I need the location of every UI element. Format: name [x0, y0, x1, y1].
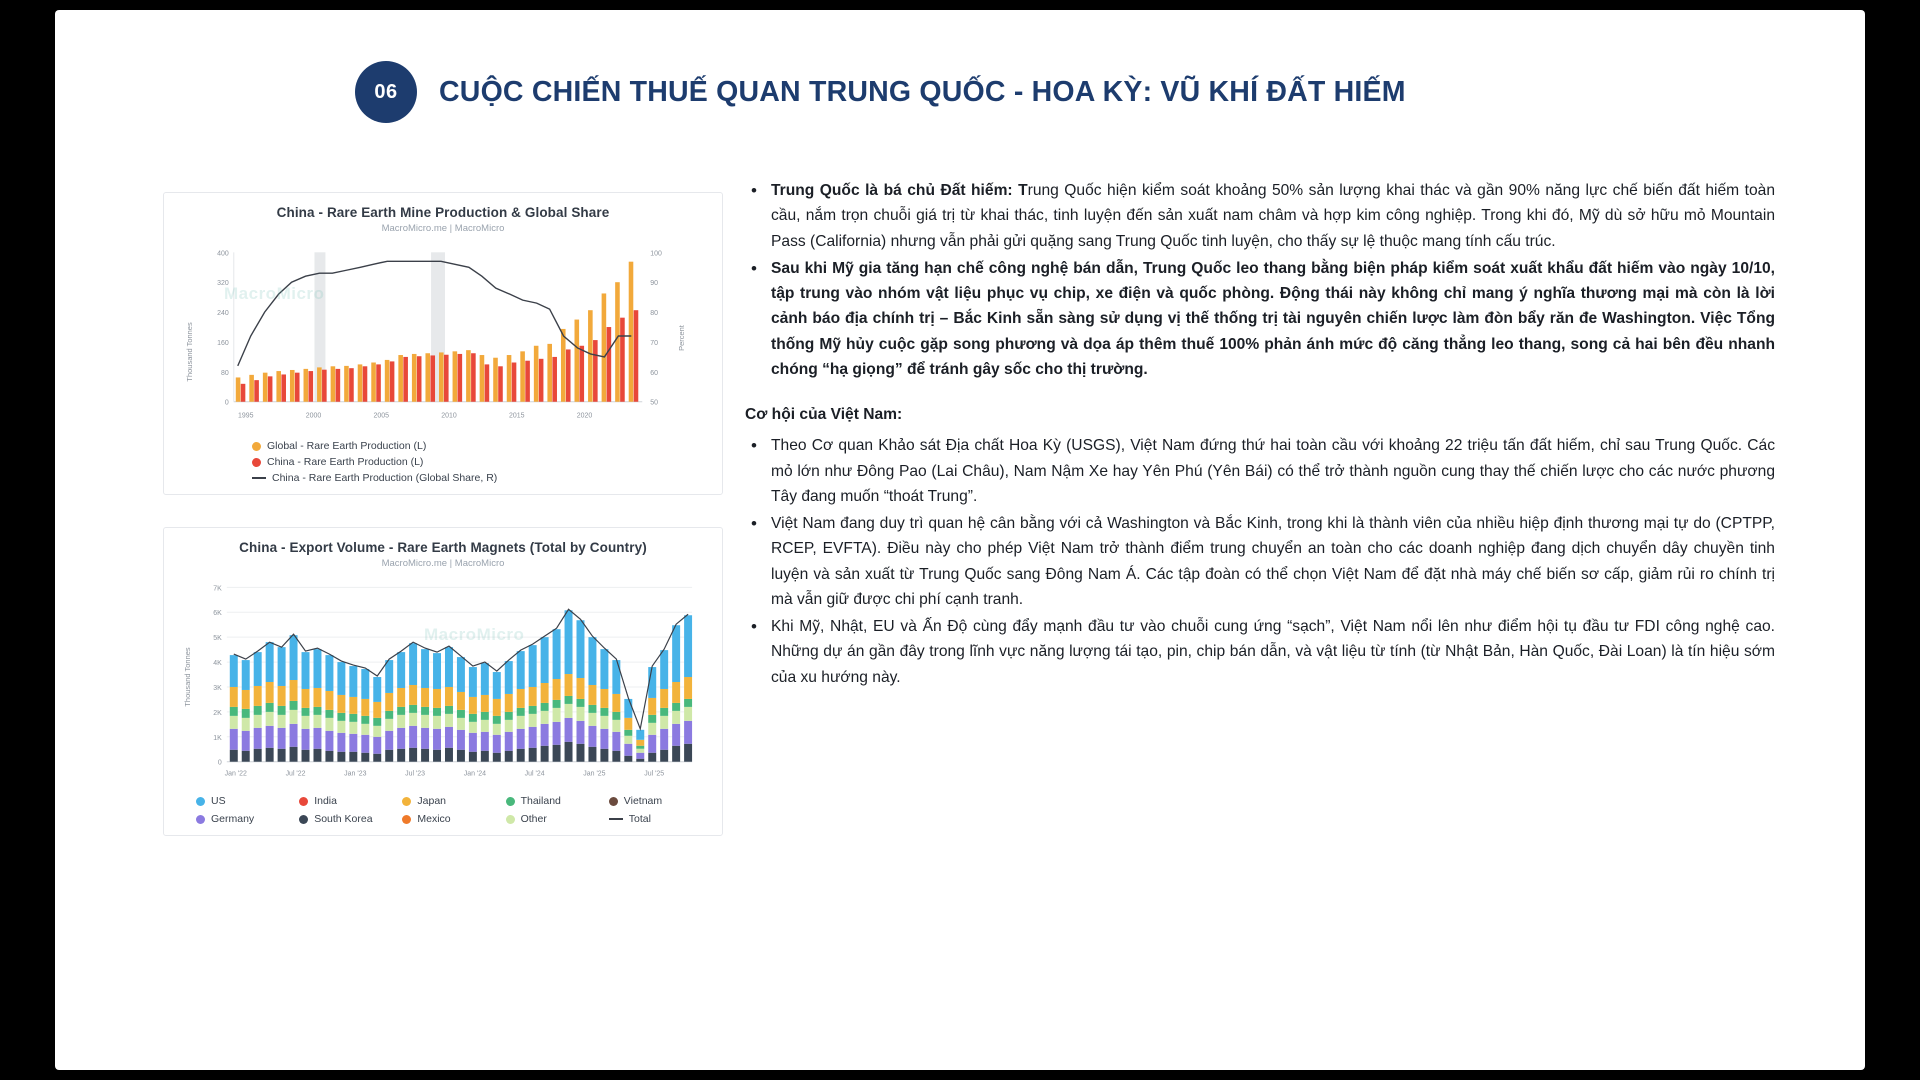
legend-label: South Korea [314, 813, 373, 825]
svg-text:Jan '22: Jan '22 [224, 770, 247, 778]
list-item [745, 256, 1775, 382]
legend-item [506, 813, 609, 825]
legend-swatch-india [299, 797, 308, 806]
bullet4-text: Việt Nam đang duy trì quan hệ cân bằng với cả Washington và Bắc Kinh, trong khi là thành viên của nhiều hiệp định thương mại tự do (CPTPP, RCEP, EVFTA). Điều này cho phép Việt Nam trở thành điểm trung chuyển an toàn cho các doanh nghiệp đang dịch chuyển dây chuyền tinh luyện và sản xuất từ Trung Quốc sang Đông Nam Á. Các tập đoàn có thể chọn Việt Nam để đặt nhà máy chế biến sơ cấp, giảm rủi ro chính trị mà vẫn giữ được chi phí cạnh tranh. [771, 515, 1775, 608]
chart2-watermark: MacroMicro [424, 625, 525, 644]
legend-swatch-other [506, 815, 515, 824]
legend-swatch-total-line [609, 818, 623, 820]
legend-item [299, 795, 402, 807]
legend-item [402, 813, 505, 825]
svg-text:100: 100 [650, 250, 662, 258]
svg-text:240: 240 [217, 310, 229, 318]
list-item [745, 511, 1775, 612]
list-item [745, 433, 1775, 509]
svg-text:Jan '23: Jan '23 [344, 770, 367, 778]
legend-swatch-china [252, 458, 261, 467]
legend-label: Vietnam [623, 795, 663, 807]
svg-text:70: 70 [650, 339, 658, 347]
legend-label: Thailand [520, 795, 561, 807]
chart2-subtitle: MacroMicro.me | MacroMicro [381, 558, 505, 569]
legend-label: Germany [211, 813, 255, 825]
legend-item [252, 456, 712, 468]
bullet1-rest: rung Quốc hiện kiểm soát khoảng 50% sản lượng khai thác và gần 90% năng lực chế biến đất hiếm toàn cầu, nắm trọn chuỗi giá trị từ khai thác, tinh luyện đến sản xuất nam châm và hợp kim công nghiệp. Trong khi đó, Mỹ dù sở hữu mỏ Mountain Pass (California) nhưng vẫn phải gửi quặng sang Trung Quốc tinh luyện, cho thấy sự lệ thuộc mang tính cấu trúc. [771, 182, 1775, 250]
chart1-title: China - Rare Earth Mine Production & Global Share [276, 205, 610, 220]
chart1-watermark: MacroMicro [224, 284, 325, 303]
svg-text:Jan '25: Jan '25 [583, 770, 606, 778]
page-title: CUỘC CHIẾN THUẾ QUAN TRUNG QUỐC - HOA KỲ: VŨ KHÍ ĐẤT HIẾM [439, 75, 1406, 108]
list-item [745, 614, 1775, 690]
legend-label: Mexico [417, 813, 451, 825]
legend-swatch-thailand [506, 797, 515, 806]
slide-header [55, 52, 1865, 132]
svg-text:60: 60 [650, 369, 658, 377]
bullet3-text: Theo Cơ quan Khảo sát Địa chất Hoa Kỳ (USGS), Việt Nam đứng thứ hai toàn cầu với khoảng 22 triệu tấn đất hiếm, chỉ sau Trung Quốc. Các mỏ lớn như Đông Pao (Lai Châu), Nam Nậm Xe hay Yên Phú (Yên Bái) có thể trở thành nguồn cung thay thế chiến lược cho các nước phương Tây đang muốn “thoát Trung”. [771, 437, 1775, 505]
bullet1-lead: Trung Quốc là bá chủ Đất hiếm: T [771, 182, 1028, 199]
legend-label: China - Rare Earth Production (Global Share, R) [272, 472, 498, 484]
slide-canvas [55, 10, 1865, 1070]
legend-swatch-south-korea [299, 815, 308, 824]
svg-text:Jul '23: Jul '23 [405, 770, 426, 778]
svg-text:80: 80 [650, 310, 658, 318]
svg-text:160: 160 [217, 339, 229, 347]
chart1-legend [174, 440, 712, 484]
svg-text:Jul '22: Jul '22 [285, 770, 306, 778]
svg-text:2000: 2000 [305, 412, 322, 420]
chart-mine-production [163, 192, 723, 495]
svg-text:5K: 5K [213, 635, 222, 643]
legend-swatch-japan [402, 797, 411, 806]
svg-text:90: 90 [650, 280, 658, 288]
chart2-plot-area [174, 577, 712, 787]
svg-text:Thousand Tonnes: Thousand Tonnes [182, 647, 192, 707]
chart2-title: China - Export Volume - Rare Earth Magnets (Total by Country) [239, 540, 647, 555]
legend-swatch-us [196, 797, 205, 806]
bullet2-text: Sau khi Mỹ gia tăng hạn chế công nghệ bán dẫn, Trung Quốc leo thang bằng biện pháp kiểm soát xuất khẩu đất hiếm vào ngày 10/10, tập trung vào nhóm vật liệu phục vụ chip, xe điện và quốc phòng. Động thái này không chỉ mang ý nghĩa thương mại mà còn là lời cảnh báo địa chính trị – Bắc Kinh sẵn sàng sử dụng vị thế thống trị tài nguyên chiến lược làm đòn bẩy răn đe Washington. Việc Tổng thống Mỹ hủy cuộc gặp song phương và dọa áp thêm thuế 100% phản ánh mức độ căng thẳng leo thang, song cả hai bên đều nhanh chóng “hạ giọng” để tránh gây sốc cho thị trường. [771, 259, 1775, 378]
svg-text:2K: 2K [213, 709, 222, 717]
bullet-list-opportunities [745, 433, 1775, 690]
chart2-svg [174, 577, 712, 787]
slide-number-badge: 06 [355, 61, 417, 123]
legend-item [609, 813, 712, 825]
chart1-svg [174, 242, 712, 432]
svg-text:50: 50 [650, 399, 658, 407]
svg-text:6K: 6K [213, 610, 222, 618]
legend-swatch-mexico [402, 815, 411, 824]
svg-text:Thousand Tonnes: Thousand Tonnes [184, 322, 194, 382]
svg-text:2015: 2015 [508, 412, 525, 420]
svg-text:Jul '25: Jul '25 [644, 770, 665, 778]
svg-text:80: 80 [221, 369, 229, 377]
legend-swatch-global [252, 442, 261, 451]
svg-text:3K: 3K [213, 684, 222, 692]
charts-column [163, 192, 723, 836]
legend-item [506, 795, 609, 807]
bullet5-text: Khi Mỹ, Nhật, EU và Ấn Độ cùng đẩy mạnh đầu tư vào chuỗi cung ứng “sạch”, Việt Nam nổi lên như điểm hội tụ đầu tư FDI công nghệ cao. Những dự án gần đây trong lĩnh vực năng lượng tái tạo, pin, chip bán dẫn, và vật liệu từ tính (từ Nhật Bản, Hàn Quốc, Đài Loan) là tín hiệu sớm của xu hướng này. [771, 618, 1775, 686]
svg-text:400: 400 [217, 250, 229, 258]
list-item [745, 178, 1775, 254]
svg-text:320: 320 [217, 280, 229, 288]
legend-label: Other [520, 813, 547, 825]
chart1-subtitle: MacroMicro.me | MacroMicro [381, 223, 505, 234]
svg-text:0: 0 [224, 399, 229, 407]
svg-text:Jan '24: Jan '24 [463, 770, 487, 778]
svg-text:7K: 7K [213, 585, 222, 593]
chart2-legend [174, 795, 712, 825]
legend-item [196, 795, 299, 807]
svg-text:1995: 1995 [237, 412, 254, 420]
content-text-column [745, 178, 1775, 692]
legend-swatch-germany [196, 815, 205, 824]
legend-item [196, 813, 299, 825]
legend-label: India [314, 795, 337, 807]
legend-label: US [211, 795, 226, 807]
section-heading-vietnam: Cơ hội của Việt Nam: [745, 406, 903, 423]
legend-swatch-share-line [252, 477, 266, 479]
bullet-list-primary [745, 178, 1775, 382]
svg-text:2020: 2020 [576, 412, 593, 420]
legend-item [609, 795, 712, 807]
legend-item [402, 795, 505, 807]
legend-label: China - Rare Earth Production (L) [267, 456, 424, 468]
legend-item [299, 813, 402, 825]
legend-item [252, 440, 712, 452]
svg-text:Jul '24: Jul '24 [524, 770, 545, 778]
svg-text:2005: 2005 [373, 412, 389, 420]
chart-export-volume [163, 527, 723, 836]
legend-label: Japan [417, 795, 446, 807]
svg-text:4K: 4K [213, 660, 222, 668]
legend-label: Global - Rare Earth Production (L) [267, 440, 427, 452]
legend-item [252, 472, 712, 484]
legend-label: Total [628, 813, 651, 825]
svg-text:Percent: Percent [677, 325, 687, 351]
svg-text:2010: 2010 [441, 412, 457, 420]
svg-text:0: 0 [217, 759, 222, 767]
chart1-plot-area [174, 242, 712, 432]
legend-swatch-vietnam [609, 797, 618, 806]
svg-text:1K: 1K [213, 734, 222, 742]
